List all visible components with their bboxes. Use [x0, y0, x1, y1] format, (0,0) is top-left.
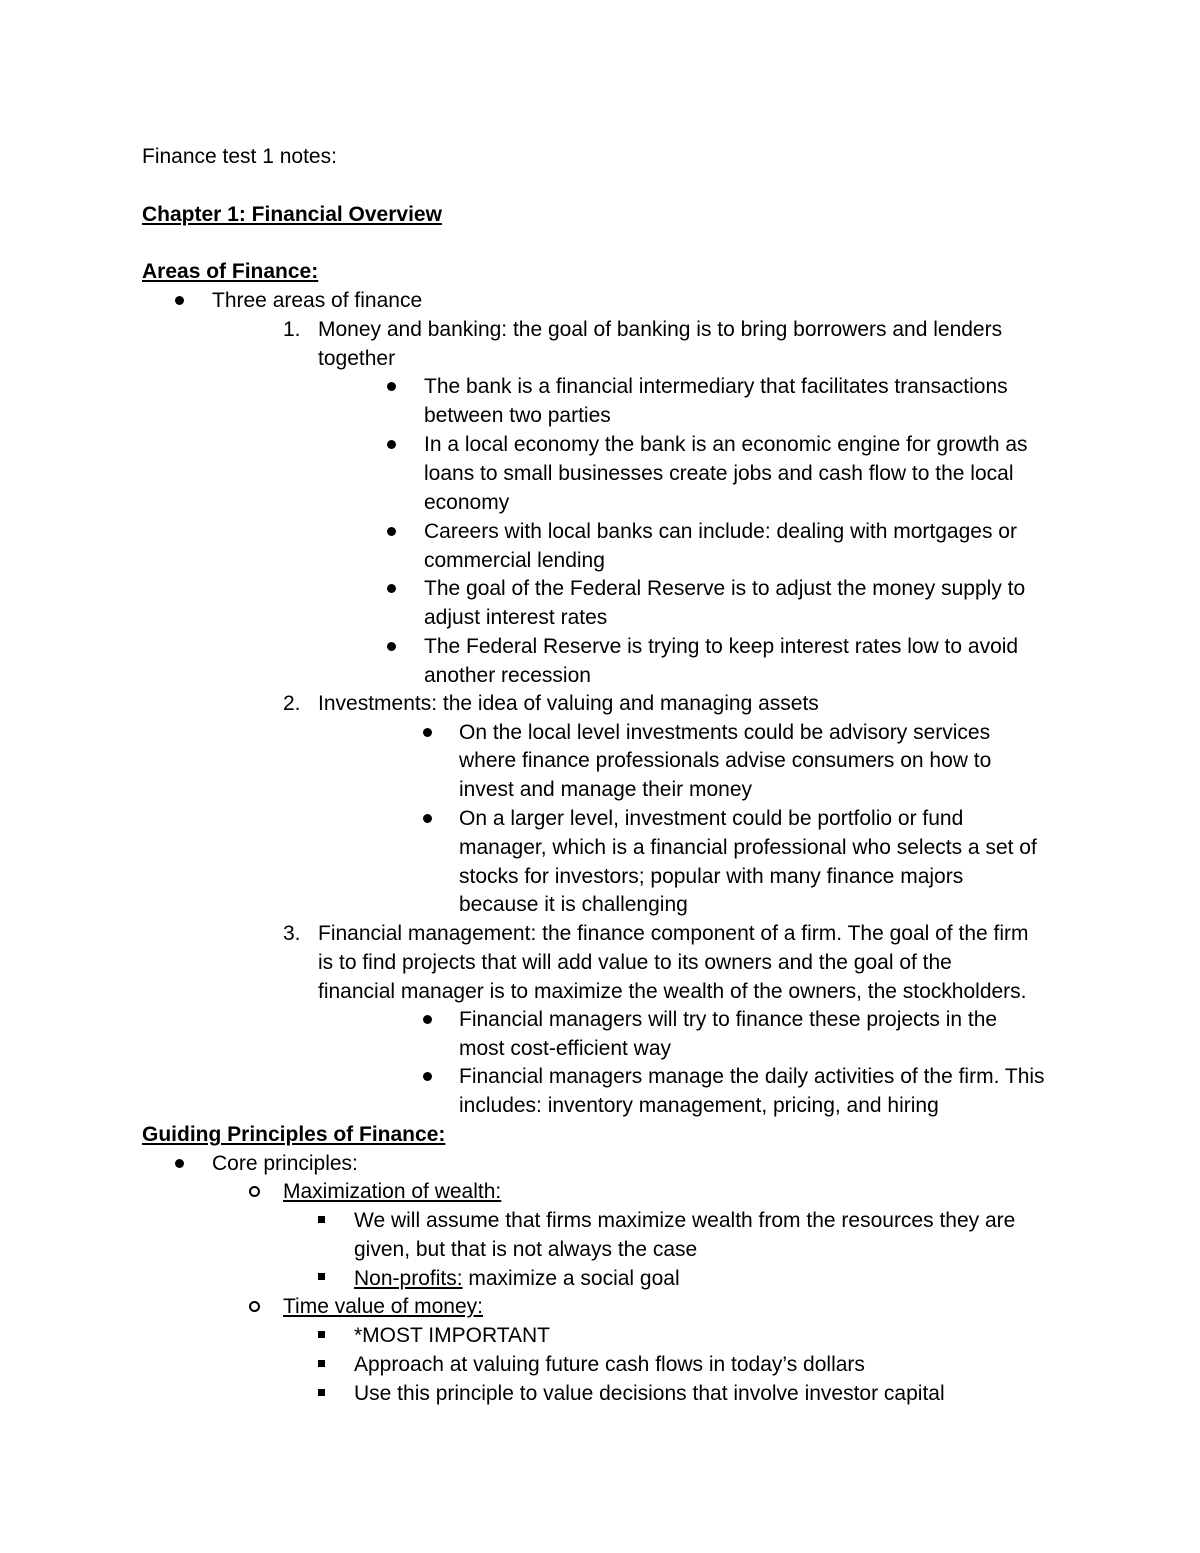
bullet-dot-icon: [175, 1159, 184, 1168]
list-item-text: together: [318, 347, 396, 370]
areas-intro: Three areas of finance: [212, 289, 423, 312]
bullet-circle-icon: [249, 1301, 260, 1312]
list-item-text: economy: [424, 491, 510, 514]
bullet-dot-icon: [423, 1072, 432, 1081]
bullet-dot-icon: [387, 642, 396, 651]
list-item-text: The goal of the Federal Reserve is to adjust the money supply to: [424, 577, 1026, 600]
list-item-text: Investments: the idea of valuing and managing assets: [318, 692, 819, 715]
list-item-text: because it is challenging: [459, 893, 688, 916]
list-item-text: Use this principle to value decisions that involve investor capital: [354, 1382, 945, 1405]
bullet-circle-icon: [249, 1186, 260, 1197]
list-item-text: Approach at valuing future cash flows in today’s dollars: [354, 1353, 865, 1376]
list-number: 3.: [283, 922, 301, 945]
list-item-text: Careers with local banks can include: dealing with mortgages or: [424, 520, 1017, 543]
non-profits-text: maximize a social goal: [462, 1267, 680, 1290]
document-title: Finance test 1 notes:: [142, 145, 337, 168]
list-number: 2.: [283, 692, 301, 715]
areas-heading: Areas of Finance:: [142, 260, 319, 283]
list-item-text: On a larger level, investment could be portfolio or fund: [459, 807, 964, 830]
bullet-square-icon: [318, 1360, 325, 1367]
list-item-text: given, but that is not always the case: [354, 1238, 698, 1261]
non-profits-label: Non-profits:: [354, 1267, 463, 1290]
list-item-text: *MOST IMPORTANT: [354, 1324, 551, 1347]
list-item-text: between two parties: [424, 404, 611, 427]
bullet-dot-icon: [423, 814, 432, 823]
list-item-text: We will assume that firms maximize wealth from the resources they are: [354, 1209, 1016, 1232]
wealth-title: Maximization of wealth:: [283, 1180, 502, 1203]
list-item-text: The Federal Reserve is trying to keep interest rates low to avoid: [424, 635, 1019, 658]
list-item-text: Financial managers manage the daily activities of the firm. This: [459, 1065, 1045, 1088]
list-number: 1.: [283, 318, 301, 341]
list-item-text: commercial lending: [424, 549, 605, 572]
bullet-dot-icon: [387, 584, 396, 593]
bullet-dot-icon: [387, 382, 396, 391]
bullet-square-icon: [318, 1389, 325, 1396]
bullet-dot-icon: [423, 728, 432, 737]
list-item-text: is to find projects that will add value to its owners and the goal of the: [318, 951, 952, 974]
bullet-square-icon: [318, 1273, 325, 1280]
list-item-text: [354, 1264, 680, 1293]
list-item-text: In a local economy the bank is an economic engine for growth as: [424, 433, 1028, 456]
list-item-text: Financial managers will try to finance these projects in the: [459, 1008, 998, 1031]
list-item-text: another recession: [424, 664, 591, 687]
bullet-dot-icon: [423, 1015, 432, 1024]
list-item-text: includes: inventory management, pricing, and hiring: [459, 1094, 939, 1117]
list-item-text: Financial management: the finance component of a firm. The goal of the firm: [318, 922, 1029, 945]
bullet-dot-icon: [175, 296, 184, 305]
list-item-text: On the local level investments could be advisory services: [459, 721, 991, 744]
list-item-text: Money and banking: the goal of banking is to bring borrowers and lenders: [318, 318, 1003, 341]
bullet-dot-icon: [387, 527, 396, 536]
chapter-heading: Chapter 1: Financial Overview: [142, 203, 442, 226]
list-item-text: where finance professionals advise consumers on how to: [459, 749, 992, 772]
bullet-square-icon: [318, 1331, 325, 1338]
bullet-square-icon: [318, 1216, 325, 1223]
principles-intro: Core principles:: [212, 1152, 358, 1175]
list-item-text: stocks for investors; popular with many finance majors: [459, 865, 964, 888]
list-item-text: The bank is a financial intermediary that facilitates transactions: [424, 375, 1008, 398]
list-item-text: invest and manage their money: [459, 778, 753, 801]
bullet-dot-icon: [387, 440, 396, 449]
tvm-title: Time value of money:: [283, 1295, 483, 1318]
list-item-text: adjust interest rates: [424, 606, 608, 629]
list-item-text: loans to small businesses create jobs and cash flow to the local: [424, 462, 1014, 485]
list-item-text: financial manager is to maximize the wealth of the owners, the stockholders.: [318, 980, 1027, 1003]
principles-heading: Guiding Principles of Finance:: [142, 1123, 446, 1146]
list-item-text: manager, which is a financial professional who selects a set of: [459, 836, 1037, 859]
list-item-text: most cost-efficient way: [459, 1037, 672, 1060]
